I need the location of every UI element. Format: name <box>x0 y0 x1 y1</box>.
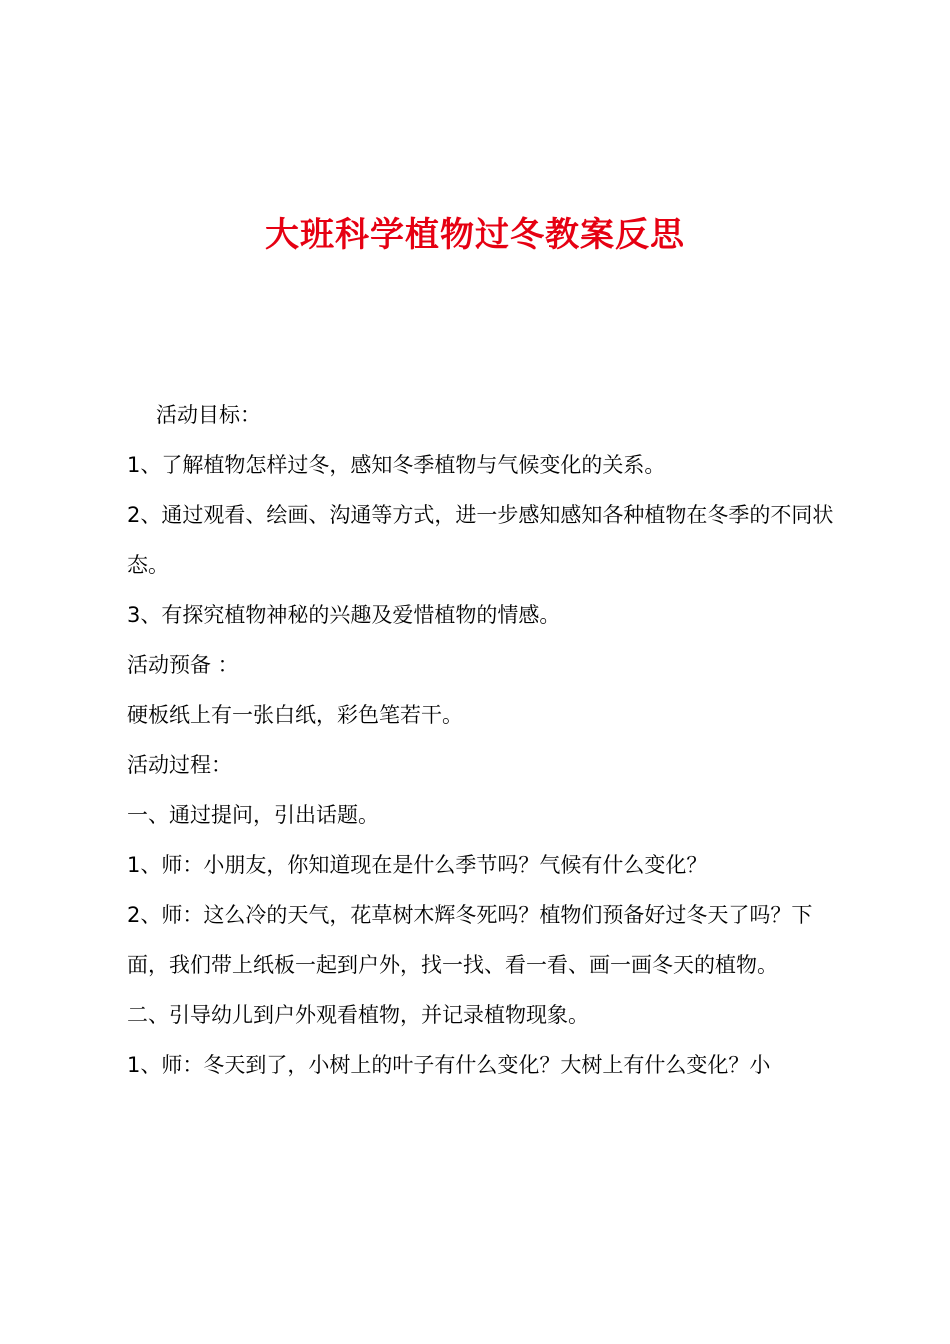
document-title: 大班科学植物过冬教案反思 <box>265 215 685 255</box>
document-body <box>127 390 837 1090</box>
section-heading-preparation: 活动预备 ： <box>127 653 239 677</box>
section-heading-process: 活动过程： <box>127 753 232 777</box>
paragraph: 3、有探究植物神秘的兴趣及爱惜植物的情感。 <box>127 603 561 627</box>
section-heading-goals: 活动目标： <box>156 403 261 427</box>
paragraph: 1、师：冬天到了，小树上的叶子有什么变化？大树上有什么变化？小 <box>127 1053 771 1077</box>
paragraph: 一、通过提问，引出话题。 <box>127 803 379 827</box>
paragraph: 2、师：这么冷的天气，花草树木辉冬死吗？植物们预备好过冬天了吗？下面，我们带上纸板一起到户外，找一找、看一看、画一画冬天的植物。 <box>127 903 813 977</box>
paragraph: 1、师：小朋友，你知道现在是什么季节吗？气候有什么变化？ <box>127 853 708 877</box>
paragraph: 1、了解植物怎样过冬，感知冬季植物与气候变化的关系。 <box>127 453 666 477</box>
paragraph: 2、通过观看、绘画、沟通等方式，进一步感知感知各种植物在冬季的不同状态。 <box>127 503 834 577</box>
paragraph: 二、引导幼儿到户外观看植物，并记录植物现象。 <box>127 1003 589 1027</box>
paragraph: 硬板纸上有一张白纸，彩色笔若干。 <box>127 703 463 727</box>
